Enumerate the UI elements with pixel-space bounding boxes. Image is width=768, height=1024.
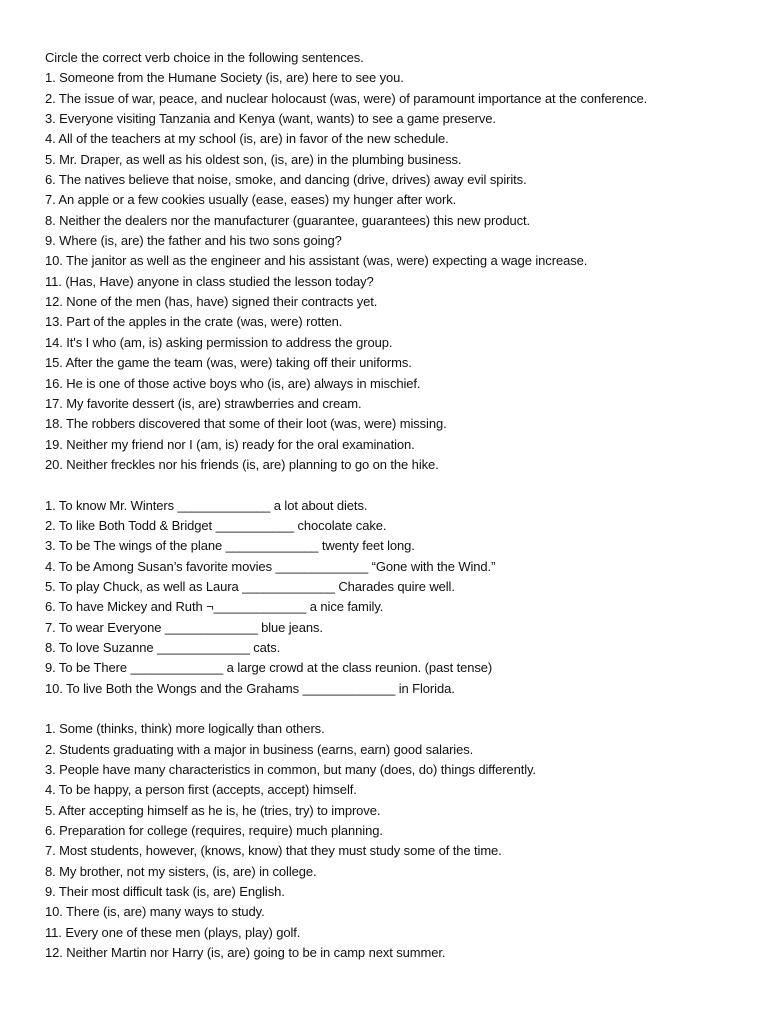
sentence-item: 7. Most students, however, (knows, know) that they must study some of the time.	[45, 843, 502, 859]
fill-blank-item: 10. To live Both the Wongs and the Grahams _____________ in Florida.	[45, 680, 455, 696]
fill-blank-item: 3. To be The wings of the plane _____________ twenty feet long.	[45, 538, 415, 554]
sentence-item: 2. The issue of war, peace, and nuclear holocaust (was, were) of paramount importance at the conference.	[45, 90, 648, 106]
fill-blank-item: 4. To be Among Susan’s favorite movies _____________ “Gone with the Wind.”	[45, 558, 496, 574]
sentence-item: 2. Students graduating with a major in business (earns, earn) good salaries.	[45, 741, 474, 757]
sentence-item: 17. My favorite dessert (is, are) strawberries and cream.	[45, 395, 362, 411]
sentence-item: 4. To be happy, a person first (accepts, accept) himself.	[45, 782, 357, 798]
sentence-item: 7. An apple or a few cookies usually (ease, eases) my hunger after work.	[45, 192, 457, 208]
sentence-item: 1. Someone from the Humane Society (is, are) here to see you.	[45, 70, 404, 86]
sentence-item: 10. The janitor as well as the engineer and his assistant (was, were) expecting a wage increase.	[45, 253, 588, 269]
sentence-item: 11. (Has, Have) anyone in class studied the lesson today?	[45, 273, 374, 289]
sentence-item: 8. My brother, not my sisters, (is, are) in college.	[45, 863, 317, 879]
fill-blank-item: 6. To have Mickey and Ruth ¬_____________ a nice family.	[45, 599, 384, 615]
sentence-item: 5. After accepting himself as he is, he (tries, try) to improve.	[45, 802, 381, 818]
sentence-item: 1. Some (thinks, think) more logically than others.	[45, 721, 325, 737]
sentence-item: 9. Their most difficult task (is, are) English.	[45, 884, 285, 900]
part1-list	[45, 68, 755, 475]
sentence-item: 15. After the game the team (was, were) taking off their uniforms.	[45, 355, 412, 371]
fill-blank-item: 2. To like Both Todd & Bridget ___________ chocolate cake.	[45, 517, 387, 533]
sentence-item: 14. It's I who (am, is) asking permission to address the group.	[45, 334, 393, 350]
sentence-item: 5. Mr. Draper, as well as his oldest son, (is, are) in the plumbing business.	[45, 151, 462, 167]
instruction-text: Circle the correct verb choice in the following sentences.	[45, 50, 364, 65]
sentence-item: 6. The natives believe that noise, smoke, and dancing (drive, drives) away evil spirits.	[45, 172, 527, 188]
sentence-item: 4. All of the teachers at my school (is, are) in favor of the new schedule.	[45, 131, 449, 147]
sentence-item: 9. Where (is, are) the father and his two sons going?	[45, 233, 342, 249]
sentence-item: 3. Everyone visiting Tanzania and Kenya (want, wants) to see a game preserve.	[45, 111, 496, 127]
sentence-item: 19. Neither my friend nor I (am, is) ready for the oral examination.	[45, 436, 415, 452]
sentence-item: 13. Part of the apples in the crate (was, were) rotten.	[45, 314, 343, 330]
sentence-item: 12. None of the men (has, have) signed their contracts yet.	[45, 294, 378, 310]
sentence-item: 20. Neither freckles nor his friends (is, are) planning to go on the hike.	[45, 456, 439, 472]
sentence-item: 11. Every one of these men (plays, play) golf.	[45, 924, 301, 940]
fill-blank-item: 9. To be There _____________ a large crowd at the class reunion. (past tense)	[45, 660, 493, 676]
sentence-item: 18. The robbers discovered that some of their loot (was, were) missing.	[45, 416, 447, 432]
sentence-item: 12. Neither Martin nor Harry (is, are) going to be in camp next summer.	[45, 945, 446, 961]
worksheet-page	[45, 48, 755, 963]
fill-blank-item: 7. To wear Everyone _____________ blue jeans.	[45, 619, 323, 635]
sentence-item: 8. Neither the dealers nor the manufacturer (guarantee, guarantees) this new product.	[45, 212, 531, 228]
fill-blank-item: 5. To play Chuck, as well as Laura _____________ Charades quire well.	[45, 578, 455, 594]
sentence-item: 6. Preparation for college (requires, require) much planning.	[45, 823, 383, 839]
fill-blank-item: 8. To love Suzanne _____________ cats.	[45, 639, 281, 655]
section-part3	[45, 719, 755, 963]
sentence-item: 3. People have many characteristics in common, but many (does, do) things differently.	[45, 762, 536, 778]
sentence-item: 16. He is one of those active boys who (is, are) always in mischief.	[45, 375, 421, 391]
section-part2	[45, 496, 755, 699]
sentence-item: 10. There (is, are) many ways to study.	[45, 904, 265, 920]
section-part1	[45, 48, 755, 475]
fill-blank-item: 1. To know Mr. Winters _____________ a lot about diets.	[45, 497, 368, 513]
